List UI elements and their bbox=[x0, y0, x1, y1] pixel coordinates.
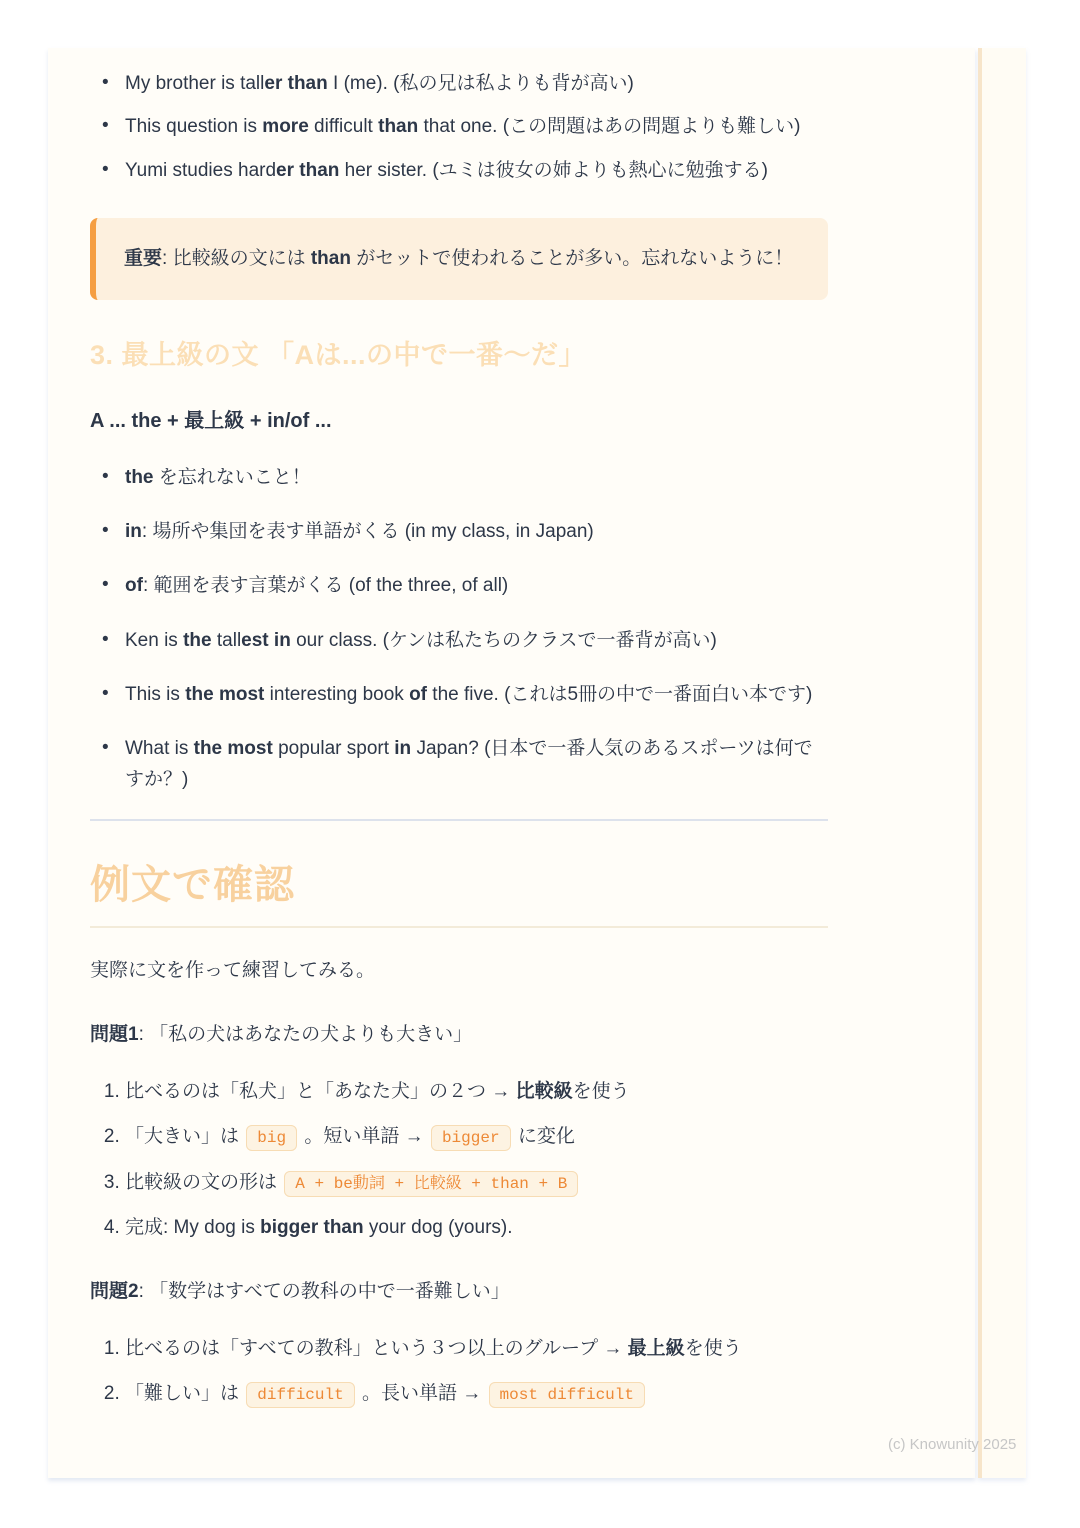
superlative-bullet-list bbox=[90, 463, 828, 796]
problem1-label: 問題1: 「私の犬はあなたの犬よりも大きい」 bbox=[90, 1023, 473, 1045]
step-item: 4. 完成: My dog is bigger than your dog (yours). bbox=[125, 1213, 828, 1243]
list-item: • This question is more difficult than that one. (この問題はあの問題よりも難しい) bbox=[102, 112, 828, 142]
intro-paragraph: 実際に文を作って練習してみる。 bbox=[90, 960, 376, 982]
list-item: • Ken is the tallest in our class. (ケンは私たちのクラスで一番背が高い) bbox=[102, 626, 828, 656]
practice-heading: 例文で確認 bbox=[90, 863, 295, 908]
list-item: • of: 範囲を表す言葉がくる (of the three, of all) bbox=[102, 571, 828, 601]
step-item: 3. 比較級の文の形は A + be動詞 + 比較級 + than + B bbox=[125, 1168, 828, 1198]
page-card bbox=[48, 48, 975, 1478]
list-item: • Yumi studies harder than her sister. (ユミは彼女の姉よりも熱心に勉強する) bbox=[102, 156, 828, 186]
comparative-examples-list bbox=[90, 69, 828, 186]
problem2-label: 問題2: 「数学はすべての教科の中で一番難しい」 bbox=[90, 1280, 510, 1302]
list-item: • My brother is taller than I (me). (私の兄は私よりも背が高い) bbox=[102, 69, 828, 99]
step-item: 1. 比べるのは「私犬」と「あなた犬」の２つ → 比較級を使う bbox=[125, 1077, 828, 1107]
important-callout bbox=[90, 218, 828, 299]
step-item: 2. 「大きい」は big 。短い単語 → bigger に変化 bbox=[125, 1122, 828, 1152]
list-item: • This is the most interesting book of the five. (これは5冊の中で一番面白い本です) bbox=[102, 680, 828, 710]
list-item: • What is the most popular sport in Japan? (日本で一番人気のあるスポーツは何ですか？) bbox=[102, 734, 828, 795]
list-item: • the を忘れないこと！ bbox=[102, 463, 828, 493]
step-item: 2. 「難しい」は difficult 。長い単語 → most difficult bbox=[125, 1379, 828, 1409]
callout-text: 重要: 比較級の文には than がセットで使われることが多い。忘れないように！ bbox=[124, 248, 794, 270]
superlative-formula: A ... the + 最上級 + in/of ... bbox=[90, 409, 332, 432]
list-item: • in: 場所や集団を表す単語がくる (in my class, in Japan) bbox=[102, 517, 828, 547]
problem2-steps bbox=[90, 1334, 828, 1410]
heading-underline bbox=[90, 926, 828, 928]
problem1-steps bbox=[90, 1077, 828, 1244]
next-page-edge bbox=[978, 48, 1026, 1478]
section-divider bbox=[90, 819, 828, 821]
copyright-watermark: (c) Knowunity 2025 bbox=[888, 1436, 1017, 1453]
step-item: 1. 比べるのは「すべての教科」という３つ以上のグループ → 最上級を使う bbox=[125, 1334, 828, 1364]
section-heading-superlative: 3. 最上級の文 「Aは...の中で一番～だ」 bbox=[90, 339, 587, 370]
